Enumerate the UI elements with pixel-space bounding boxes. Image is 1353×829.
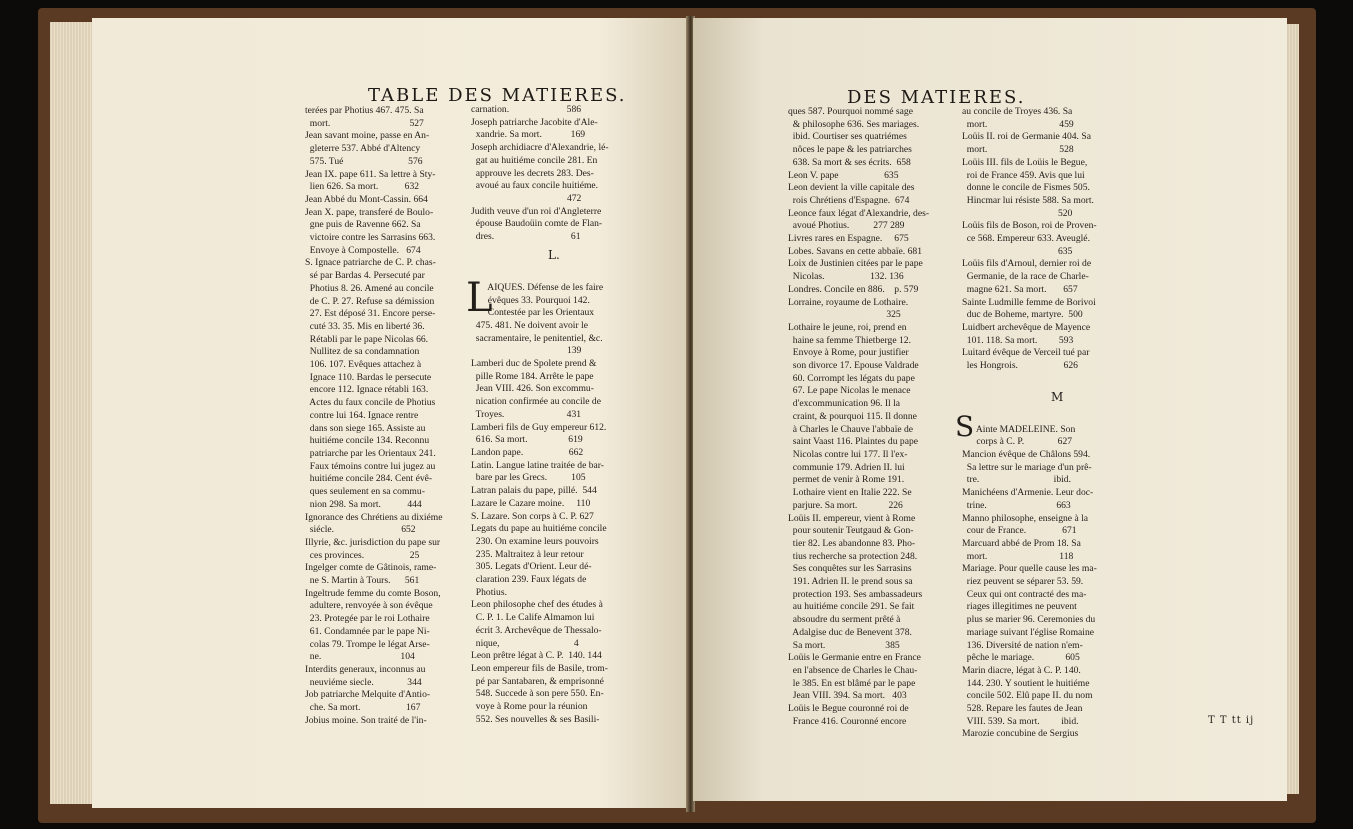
index-line: au huitiéme concile 291. Se fait: [788, 601, 915, 613]
index-line: Contestée par les Orientaux: [471, 307, 595, 319]
index-line: cour de France. 671: [962, 525, 1077, 537]
index-line: ibid. Courtiser ses quatriémes: [788, 131, 907, 143]
running-head-left: TABLE DES MATIERES.: [368, 85, 627, 106]
index-line: trine. 663: [962, 499, 1071, 511]
index-line: tier 82. Les abandonne 83. Pho-: [788, 537, 916, 549]
index-line: patriarche par les Orientaux 241.: [305, 447, 436, 459]
index-line: Nullitez de sa condamnation: [305, 346, 420, 358]
left-column-2: [471, 104, 609, 726]
index-line: Latran palais du pape, pillé. 544: [471, 485, 597, 497]
index-line: ne. 104: [305, 651, 415, 663]
index-line: mort. 459: [962, 118, 1074, 130]
index-line: Joseph patriarche Jacobite d'Ale-: [471, 116, 598, 128]
section-letter-l: L.: [548, 248, 560, 262]
index-line: 101. 118. Sa mort. 593: [962, 334, 1074, 346]
index-line: Loüis le Germanie entre en France: [788, 652, 921, 664]
index-line: parjure. Sa mort. 226: [788, 499, 903, 511]
index-line: Ignorance des Chrétiens au dixiéme: [305, 511, 443, 523]
index-line: [471, 244, 609, 257]
section-letter-m: M: [1051, 390, 1064, 404]
index-line: 144. 230. Y soutient le huitiéme: [962, 677, 1090, 689]
index-line: [962, 385, 1097, 398]
left-page: [92, 18, 688, 808]
index-line: communie 179. Adrien II. lui: [788, 461, 905, 473]
index-line: ne S. Martin à Tours. 561: [305, 575, 420, 587]
index-line: [962, 411, 1097, 424]
index-line: mort. 528: [962, 144, 1074, 156]
drop-cap-s: S: [955, 410, 975, 443]
index-line: carnation. 586: [471, 104, 582, 115]
index-line: 230. On examine leurs pouvoirs: [471, 535, 599, 547]
index-line: Judith veuve d'un roi d'Angleterre: [471, 205, 602, 217]
index-line: Ceux qui ont contracté des ma-: [962, 588, 1087, 600]
index-line: 136. Diversité de nation n'em-: [962, 639, 1083, 651]
index-line: [471, 256, 609, 269]
index-line: Loix de Justinien citées par le pape: [788, 258, 923, 270]
index-line: Jobius moine. Son traité de l'in-: [305, 714, 427, 726]
index-line: Latin. Langue latine traitée de bar-: [471, 459, 604, 471]
index-line: 67. Le pape Nicolas le menace: [788, 385, 911, 397]
index-line: 325: [788, 309, 901, 321]
index-line: Marcuard abbé de Prom 18. Sa: [962, 537, 1081, 549]
index-line: 520: [962, 207, 1073, 219]
index-line: au concile de Troyes 436. Sa: [962, 106, 1073, 117]
index-line: saint Vaast 116. Plaintes du pape: [788, 436, 919, 448]
index-line: Illyrie, &c. jurisdiction du pape sur: [305, 536, 441, 548]
index-line: Germanie, de la race de Charle-: [962, 271, 1089, 283]
index-line: écrit 3. Archevêque de Thessalo-: [471, 624, 602, 636]
index-line: Leon philosophe chef des études à: [471, 599, 603, 611]
page-edges-right: [1285, 24, 1299, 794]
catchword: T T tt ij: [1208, 715, 1255, 726]
index-line: Joseph archidiacre d'Alexandrie, lé-: [471, 142, 609, 154]
index-line: Leon devient la ville capitale des: [788, 182, 915, 194]
index-line: pêche le mariage. 605: [962, 652, 1080, 664]
running-head-right: DES MATIERES.: [847, 87, 1026, 108]
index-line: Landon pape. 662: [471, 446, 584, 458]
index-line: colas 79. Trompe le légat Arse-: [305, 638, 430, 650]
index-line: 305. Legats d'Orient. Leur dé-: [471, 561, 592, 573]
index-line: 575. Tué 576: [305, 155, 423, 167]
index-line: permet de venir à Rome 191.: [788, 474, 905, 486]
index-line: VIII. 539. Sa mort. ibid.: [962, 715, 1079, 727]
drop-cap-l: L: [466, 275, 493, 321]
index-line: Rétabli par le pape Nicolas 66.: [305, 333, 429, 345]
index-line: donne le concile de Fismes 505.: [962, 182, 1090, 194]
index-line: Marozie concubine de Sergius: [962, 728, 1079, 740]
index-line: Mancion évêque de Châlons 594.: [962, 448, 1091, 460]
index-line: Photius 8. 26. Amené au concile: [305, 282, 434, 294]
index-line: Leon prêtre légat à C. P. 140. 144: [471, 650, 602, 662]
index-line: bare par les Grecs. 105: [471, 472, 586, 484]
index-line: Leonce faux légat d'Alexandrie, des-: [788, 207, 930, 219]
index-line: Jean VIII. 394. Sa mort. 403: [788, 690, 907, 702]
index-line: ce 568. Empereur 633. Aveuglé.: [962, 233, 1090, 245]
right-column-2: [962, 106, 1097, 741]
index-line: gleterre 537. Abbé d'Altency: [305, 143, 421, 155]
index-line: & philosophe 636. Ses mariages.: [788, 118, 920, 130]
index-line: contre lui 164. Ignace rentre: [305, 409, 419, 421]
index-line: 23. Protegée par le roi Lothaire: [305, 613, 430, 625]
index-line: riez peuvent se séparer 53. 59.: [962, 576, 1084, 588]
index-line: Lorraine, royaume de Lothaire.: [788, 296, 909, 308]
index-line: 139: [471, 345, 582, 357]
index-line: sacramentaire, le penitentiel, &c.: [471, 332, 603, 344]
index-line: de C. P. 27. Refuse sa démission: [305, 295, 435, 307]
index-line: 235. Maltraitez à leur retour: [471, 548, 584, 560]
index-line: Ainte MADELEINE. Son: [962, 423, 1076, 435]
index-line: tre. ibid.: [962, 474, 1071, 486]
index-line: Lobes. Savans en cette abbaïe. 681: [788, 245, 922, 257]
index-line: plus se marier 96. Ceremonies du: [962, 614, 1096, 626]
index-line: Jean IX. pape 611. Sa lettre à Sty-: [305, 168, 436, 180]
index-line: S. Ignace patriarche de C. P. chas-: [305, 257, 436, 269]
left-column-1: [305, 105, 442, 727]
index-line: à Charles le Chauve l'abbaïe de: [788, 423, 914, 435]
index-line: mariage suivant l'église Romaine: [962, 626, 1095, 638]
index-line: Leon empereur fils de Basile, trom-: [471, 662, 608, 674]
index-line: Manichéens d'Armenie. Leur doc-: [962, 487, 1094, 499]
index-line: 528. Repare les fautes de Jean: [962, 703, 1083, 715]
index-line: 106. 107. Evêques attachez à: [305, 359, 422, 371]
index-line: Photius.: [471, 586, 507, 598]
index-line: Sa lettre sur le mariage d'un prê-: [962, 461, 1092, 473]
index-line: nication confirmée au concile de: [471, 396, 601, 408]
index-line: Loüis II. roi de Germanie 404. Sa: [962, 131, 1091, 143]
index-line: ques seulement en sa commu-: [305, 486, 425, 498]
index-line: nion 298. Sa mort. 444: [305, 498, 422, 510]
index-line: protection 193. Ses ambassadeurs: [788, 588, 923, 600]
index-line: son divorce 17. Epouse Valdrade: [788, 360, 919, 372]
index-line: Lazare le Cazare moine. 110: [471, 497, 591, 509]
index-line: 472: [471, 192, 582, 204]
index-line: Loüis fils d'Arnoul, dernier roi de: [962, 258, 1092, 270]
index-line: Interdits generaux, inconnus au: [305, 663, 426, 675]
index-line: Job patriarche Melquite d'Antio-: [305, 689, 431, 701]
index-line: avoué au faux concile huitiéme.: [471, 180, 599, 192]
index-line: sé par Bardas 4. Persecuté par: [305, 270, 425, 282]
index-line: Sainte Ludmille femme de Borivoi: [962, 296, 1096, 308]
index-line: lien 626. Sa mort. 632: [305, 181, 420, 193]
index-line: Loüis le Begue couronné roi de: [788, 703, 909, 715]
index-line: mort. 527: [305, 117, 424, 129]
index-line: huitiéme concile 284. Cent évê-: [305, 473, 433, 485]
index-line: Nicolas. 132. 136: [788, 271, 904, 283]
index-line: Ignace 110. Bardas le persecute: [305, 371, 432, 383]
index-line: les Hongrois. 626: [962, 360, 1078, 372]
index-line: 60. Corrompt les légats du pape: [788, 372, 915, 384]
index-line: dans son siege 165. Assiste au: [305, 422, 426, 434]
index-line: pé par Santabaren, & emprisonné: [471, 675, 604, 687]
index-line: Loüis III. fils de Loüis le Begue,: [962, 156, 1088, 168]
index-line: Londres. Concile en 886. p. 579: [788, 283, 919, 295]
index-line: gne puis de Ravenne 662. Sa: [305, 219, 421, 231]
index-line: dres. 61: [471, 231, 581, 243]
index-line: pille Rome 184. Arrête le pape: [471, 370, 594, 382]
index-line: évêques 33. Pourquoi 142.: [471, 294, 590, 306]
index-line: corps à C. P. 627: [962, 436, 1073, 448]
index-line: approuve les decrets 283. Des-: [471, 167, 594, 179]
index-line: duc de Boheme, martyre. 500: [962, 309, 1083, 321]
index-line: Loüis fils de Boson, roi de Proven-: [962, 220, 1097, 232]
index-line: Jean savant moine, passe en An-: [305, 130, 430, 142]
index-line: 27. Est déposé 31. Encore perse-: [305, 308, 436, 320]
index-line: concile 502. Elû pape II. du nom: [962, 690, 1093, 702]
index-line: mort. 118: [962, 550, 1074, 562]
index-line: Leon V. pape 635: [788, 169, 899, 181]
index-line: S. Lazare. Son corps à C. P. 627: [471, 510, 594, 522]
index-line: voye à Rome pour la réunion: [471, 701, 588, 713]
index-line: 616. Sa mort. 619: [471, 434, 583, 446]
index-line: Luitard évêque de Verceil tué par: [962, 347, 1090, 359]
index-line: Lothaire le jeune, roi, prend en: [788, 321, 907, 333]
index-line: ces provinces. 25: [305, 549, 420, 561]
index-line: cuté 33. 35. Mis en liberté 36.: [305, 320, 425, 332]
index-line: tius recherche sa protection 248.: [788, 550, 918, 562]
index-line: en l'absence de Charles le Chau-: [788, 664, 918, 676]
index-line: craint, & pourquoi 115. Il donne: [788, 410, 917, 422]
index-line: Sa mort. 385: [788, 639, 900, 651]
index-line: huitiéme concile 134. Reconnu: [305, 435, 430, 447]
index-line: AIQUES. Défense de les faire: [471, 281, 604, 293]
index-line: Luidbert archevêque de Mayence: [962, 321, 1091, 333]
index-line: Lothaire vient en Italie 222. Se: [788, 487, 912, 499]
index-line: victoire contre les Sarrasins 663.: [305, 232, 436, 244]
index-line: 548. Succede à son pere 550. En-: [471, 688, 604, 700]
index-line: adultere, renvoyée à son évêque: [305, 600, 433, 612]
index-line: rois Chrétiens d'Espagne. 674: [788, 194, 910, 206]
index-line: d'excommunication 96. Il la: [788, 398, 901, 410]
index-line: Hincmar lui résiste 588. Sa mort.: [962, 194, 1094, 206]
index-line: Ingeltrude femme du comte Boson,: [305, 587, 441, 599]
index-line: xandrie. Sa mort. 169: [471, 129, 586, 141]
index-line: Mariage. Pour quelle cause les ma-: [962, 563, 1097, 575]
index-line: roi de France 459. Avis que lui: [962, 169, 1085, 181]
index-line: nique, 4: [471, 637, 579, 649]
index-line: gat au huitiéme concile 281. En: [471, 154, 598, 166]
index-line: nôces le pape & les patriarches: [788, 144, 912, 156]
index-line: Adalgise duc de Benevent 378.: [788, 626, 912, 638]
index-line: Marin diacre, légat à C. P. 140.: [962, 664, 1081, 676]
index-line: 638. Sa mort & ses écrits. 658: [788, 156, 911, 168]
index-line: 475. 481. Ne doivent avoir le: [471, 319, 588, 331]
index-line: Actes du faux concile de Photius: [305, 397, 436, 409]
index-line: Ingelger comte de Gâtinois, rame-: [305, 562, 437, 574]
index-line: 552. Ses nouvelles & ses Basili-: [471, 713, 600, 725]
index-line: Livres rares en Espagne. 675: [788, 233, 909, 245]
index-line: 191. Adrien II. le prend sous sa: [788, 576, 913, 588]
index-line: ques 587. Pourquoi nommé sage: [788, 106, 913, 117]
index-line: pour soutenir Teutgaud & Gon-: [788, 525, 914, 537]
index-line: Nicolas contre lui 177. Il l'ex-: [788, 448, 908, 460]
index-line: le 385. En est blâmé par le pape: [788, 677, 916, 689]
right-page: [693, 18, 1287, 801]
index-line: C. P. 1. Le Calife Almamon lui: [471, 612, 595, 624]
index-line: Lamberi fils de Guy empereur 612.: [471, 421, 607, 433]
index-line: neuviéme siecle. 344: [305, 676, 422, 688]
index-line: épouse Baudoüin comte de Flan-: [471, 218, 603, 230]
index-line: claration 239. Faux légats de: [471, 574, 587, 586]
index-line: [962, 398, 1097, 411]
index-line: Manno philosophe, enseigne à la: [962, 512, 1089, 524]
index-line: siécle. 652: [305, 524, 416, 536]
index-line: 61. Condamnée par le pape Ni-: [305, 625, 430, 637]
index-line: Legats du pape au huitiéme concile: [471, 523, 607, 535]
index-line: encore 112. Ignace rétabli 163.: [305, 384, 429, 396]
index-line: Envoye à Rome, pour justifier: [788, 347, 909, 359]
index-line: Troyes. 431: [471, 408, 582, 420]
index-line: 635: [962, 245, 1073, 257]
index-line: riages illegitimes ne peuvent: [962, 601, 1077, 613]
index-line: Jean Abbé du Mont-Cassin. 664: [305, 193, 428, 205]
index-line: France 416. Couronné encore: [788, 715, 907, 727]
index-line: Jean X. pape, transferé de Boulo-: [305, 206, 434, 218]
index-line: absoudre du serment prêté à: [788, 614, 901, 626]
index-line: terées par Photius 467. 475. Sa: [305, 105, 424, 116]
index-line: Loüis II. empereur, vient à Rome: [788, 512, 916, 524]
index-line: Jean VIII. 426. Son excommu-: [471, 383, 594, 395]
index-line: Envoye à Compostelle. 674: [305, 244, 421, 256]
index-line: [962, 373, 1097, 386]
index-line: Ses conquêtes sur les Sarrasins: [788, 563, 912, 575]
right-column-1: [788, 106, 929, 728]
index-line: avoué Photius. 277 289: [788, 220, 905, 232]
index-line: haine sa femme Thietberge 12.: [788, 334, 911, 346]
index-line: magne 621. Sa mort. 657: [962, 283, 1078, 295]
page-edges-left: [50, 22, 94, 804]
index-line: Faux témoins contre lui jugez au: [305, 460, 436, 472]
index-line: che. Sa mort. 167: [305, 702, 421, 714]
index-line: Lamberi duc de Spolete prend &: [471, 358, 597, 370]
